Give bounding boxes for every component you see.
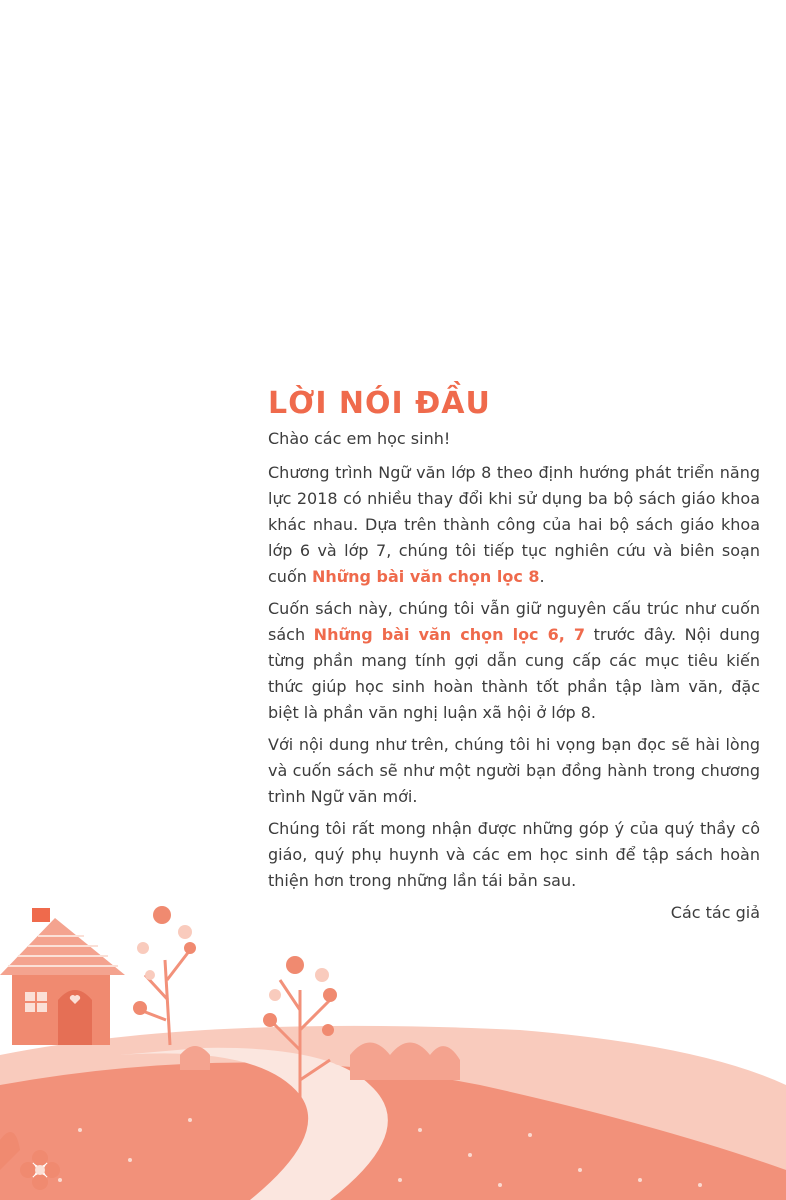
tree-left — [133, 906, 196, 1045]
house — [0, 908, 125, 1045]
paragraph-2-end: trước đây. Nội dung từng phần mang tính gợi dẫn cung cấp các mục tiêu kiến thức giúp học sinh hoàn thành tốt phần tập làm văn, đặc biệt là phần văn nghị luận xã hội ở lớp 8. — [268, 625, 761, 722]
page-title: LỜI NÓI ĐẦU — [268, 386, 491, 421]
preface-text-block — [268, 386, 760, 942]
paragraph-4: Chúng tôi rất mong nhận được những góp ý của quý thầy cô giáo, quý phụ huynh và các em học sinh để tập sách hoàn thiện hơn trong những lần tái bản sau. — [268, 819, 760, 890]
paragraph-1-end: . — [539, 567, 545, 586]
paragraph-2-text: Cuốn sách này, chúng tôi vẫn giữ nguyên cấu trúc như cuốn sách — [268, 599, 760, 644]
previous-books-highlight: Những bài văn chọn lọc 6, 7 — [313, 625, 586, 644]
bush-right — [350, 1043, 460, 1081]
signature: Các tác giả — [670, 903, 760, 922]
book-title-highlight: Những bài văn chọn lọc 8 — [311, 567, 540, 586]
paragraph-1 — [268, 460, 760, 590]
greeting-line: Chào các em học sinh! — [268, 429, 451, 448]
paragraph-1-text: Chương trình Ngữ văn lớp 8 theo định hướng phát triển năng lực 2018 có nhiều thay đổi khi sử dụng ba bộ sách giáo khoa khác nhau. Dựa trên thành công của hai bộ sách giáo khoa lớp 6 và lớp 7, chúng tôi tiếp tục nghiên cứu và biên soạn cuốn — [268, 463, 760, 586]
decorative-landscape — [0, 880, 786, 1200]
paragraph-2 — [268, 596, 760, 726]
paragraph-3: Với nội dung như trên, chúng tôi hi vọng bạn đọc sẽ hài lòng và cuốn sách sẽ như một người bạn đồng hành trong chương trình Ngữ văn mới. — [268, 735, 760, 806]
